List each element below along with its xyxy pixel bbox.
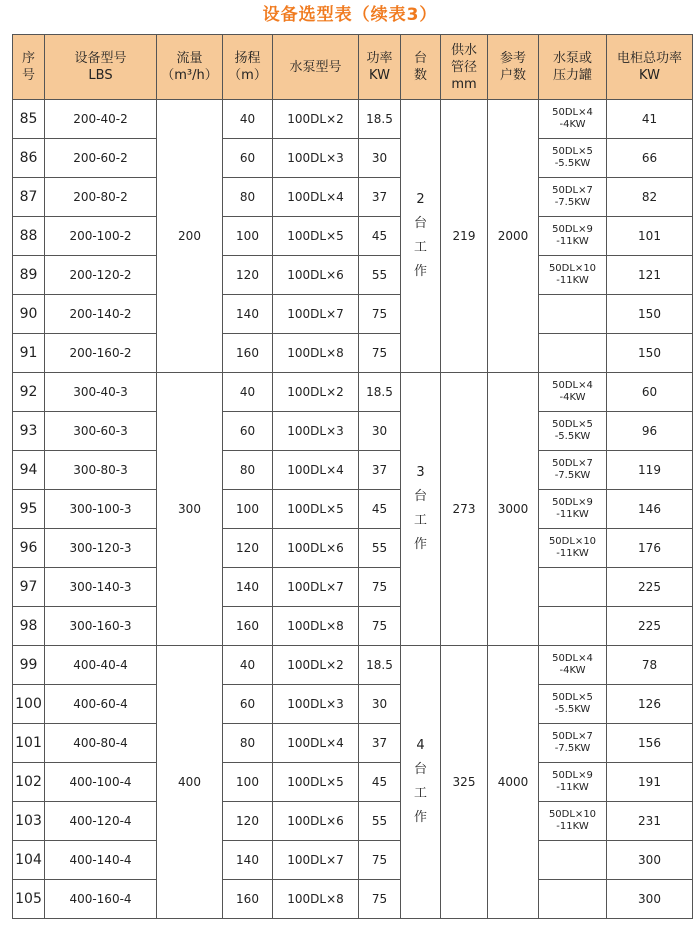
table-row — [13, 646, 693, 685]
seq-cell: 98 — [13, 607, 45, 646]
model-cell: 400-80-4 — [45, 724, 157, 763]
table-row — [13, 529, 693, 568]
header-flow: 流量 （m³/h） — [157, 35, 223, 100]
total-power-cell: 60 — [607, 373, 693, 412]
tank-cell — [539, 841, 607, 880]
tank-cell: 50DL×9 -11KW — [539, 490, 607, 529]
seq-cell: 103 — [13, 802, 45, 841]
total-power-cell: 78 — [607, 646, 693, 685]
header-power: 功率 KW — [359, 35, 401, 100]
table-row — [13, 100, 693, 139]
power-cell: 75 — [359, 295, 401, 334]
total-power-cell: 176 — [607, 529, 693, 568]
seq-cell: 86 — [13, 139, 45, 178]
count-cell: 3 台 工 作 — [401, 373, 441, 646]
model-cell: 200-60-2 — [45, 139, 157, 178]
model-cell: 300-120-3 — [45, 529, 157, 568]
tank-cell: 50DL×5 -5.5KW — [539, 685, 607, 724]
seq-cell: 97 — [13, 568, 45, 607]
table-row — [13, 763, 693, 802]
tank-cell: 50DL×10 -11KW — [539, 256, 607, 295]
pump-cell: 100DL×7 — [273, 841, 359, 880]
flow-cell: 300 — [157, 373, 223, 646]
seq-cell: 88 — [13, 217, 45, 256]
table-body — [13, 100, 693, 919]
total-power-cell: 66 — [607, 139, 693, 178]
seq-cell: 96 — [13, 529, 45, 568]
head-cell: 40 — [223, 646, 273, 685]
pump-cell: 100DL×4 — [273, 451, 359, 490]
head-cell: 100 — [223, 763, 273, 802]
power-cell: 37 — [359, 724, 401, 763]
model-cell: 200-120-2 — [45, 256, 157, 295]
tank-cell: 50DL×9 -11KW — [539, 763, 607, 802]
header-tank: 水泵或 压力罐 — [539, 35, 607, 100]
tank-cell: 50DL×7 -7.5KW — [539, 724, 607, 763]
seq-cell: 87 — [13, 178, 45, 217]
pump-cell: 100DL×5 — [273, 763, 359, 802]
tank-cell: 50DL×4 -4KW — [539, 646, 607, 685]
model-cell: 400-40-4 — [45, 646, 157, 685]
power-cell: 45 — [359, 490, 401, 529]
page-title: 设备选型表（续表3） — [262, 5, 438, 25]
model-cell: 300-100-3 — [45, 490, 157, 529]
households-cell: 3000 — [488, 373, 539, 646]
total-power-cell: 126 — [607, 685, 693, 724]
table-row — [13, 841, 693, 880]
head-cell: 160 — [223, 334, 273, 373]
seq-cell: 105 — [13, 880, 45, 919]
power-cell: 55 — [359, 802, 401, 841]
table-row — [13, 685, 693, 724]
header-total-power: 电柜总功率 KW — [607, 35, 693, 100]
table-row — [13, 217, 693, 256]
power-cell: 55 — [359, 529, 401, 568]
flow-cell: 400 — [157, 646, 223, 919]
tank-cell: 50DL×4 -4KW — [539, 100, 607, 139]
table-row — [13, 373, 693, 412]
total-power-cell: 119 — [607, 451, 693, 490]
head-cell: 120 — [223, 256, 273, 295]
seq-cell: 85 — [13, 100, 45, 139]
total-power-cell: 41 — [607, 100, 693, 139]
total-power-cell: 191 — [607, 763, 693, 802]
model-cell: 300-140-3 — [45, 568, 157, 607]
power-cell: 75 — [359, 568, 401, 607]
power-cell: 18.5 — [359, 100, 401, 139]
table-row — [13, 334, 693, 373]
head-cell: 120 — [223, 529, 273, 568]
table-row — [13, 451, 693, 490]
seq-cell: 93 — [13, 412, 45, 451]
header-pump: 水泵型号 — [273, 35, 359, 100]
tank-cell: 50DL×4 -4KW — [539, 373, 607, 412]
header-pipe: 供水 管径 mm — [441, 35, 488, 100]
tank-cell: 50DL×10 -11KW — [539, 529, 607, 568]
model-cell: 300-60-3 — [45, 412, 157, 451]
pump-cell: 100DL×5 — [273, 217, 359, 256]
count-cell: 4 台 工 作 — [401, 646, 441, 919]
pump-cell: 100DL×6 — [273, 529, 359, 568]
seq-cell: 99 — [13, 646, 45, 685]
head-cell: 160 — [223, 880, 273, 919]
header-households: 参考 户数 — [488, 35, 539, 100]
flow-cell: 200 — [157, 100, 223, 373]
seq-cell: 89 — [13, 256, 45, 295]
power-cell: 18.5 — [359, 646, 401, 685]
model-cell: 300-40-3 — [45, 373, 157, 412]
tank-cell: 50DL×9 -11KW — [539, 217, 607, 256]
total-power-cell: 150 — [607, 295, 693, 334]
power-cell: 75 — [359, 607, 401, 646]
model-cell: 400-120-4 — [45, 802, 157, 841]
table-row — [13, 295, 693, 334]
total-power-cell: 101 — [607, 217, 693, 256]
pump-cell: 100DL×6 — [273, 256, 359, 295]
total-power-cell: 82 — [607, 178, 693, 217]
tank-cell: 50DL×7 -7.5KW — [539, 178, 607, 217]
power-cell: 30 — [359, 139, 401, 178]
table-row — [13, 139, 693, 178]
head-cell: 140 — [223, 841, 273, 880]
tank-cell: 50DL×7 -7.5KW — [539, 451, 607, 490]
power-cell: 37 — [359, 178, 401, 217]
tank-cell — [539, 880, 607, 919]
pump-cell: 100DL×3 — [273, 685, 359, 724]
pipe-cell: 273 — [441, 373, 488, 646]
head-cell: 60 — [223, 139, 273, 178]
tank-cell: 50DL×10 -11KW — [539, 802, 607, 841]
pump-cell: 100DL×8 — [273, 334, 359, 373]
head-cell: 140 — [223, 568, 273, 607]
header-model: 设备型号 LBS — [45, 35, 157, 100]
power-cell: 75 — [359, 880, 401, 919]
head-cell: 40 — [223, 100, 273, 139]
model-cell: 300-80-3 — [45, 451, 157, 490]
model-cell: 300-160-3 — [45, 607, 157, 646]
head-cell: 80 — [223, 451, 273, 490]
model-cell: 200-160-2 — [45, 334, 157, 373]
table-row — [13, 178, 693, 217]
pump-cell: 100DL×2 — [273, 646, 359, 685]
seq-cell: 92 — [13, 373, 45, 412]
table-row — [13, 880, 693, 919]
total-power-cell: 225 — [607, 607, 693, 646]
households-cell: 4000 — [488, 646, 539, 919]
tank-cell: 50DL×5 -5.5KW — [539, 412, 607, 451]
head-cell: 60 — [223, 685, 273, 724]
pump-cell: 100DL×3 — [273, 412, 359, 451]
pump-cell: 100DL×2 — [273, 100, 359, 139]
tank-cell: 50DL×5 -5.5KW — [539, 139, 607, 178]
table-row — [13, 802, 693, 841]
total-power-cell: 300 — [607, 880, 693, 919]
head-cell: 80 — [223, 724, 273, 763]
pump-cell: 100DL×7 — [273, 295, 359, 334]
model-cell: 200-100-2 — [45, 217, 157, 256]
pump-cell: 100DL×6 — [273, 802, 359, 841]
model-cell: 400-140-4 — [45, 841, 157, 880]
tank-cell — [539, 607, 607, 646]
total-power-cell: 121 — [607, 256, 693, 295]
table-row — [13, 607, 693, 646]
power-cell: 55 — [359, 256, 401, 295]
table-row — [13, 256, 693, 295]
total-power-cell: 231 — [607, 802, 693, 841]
table-row — [13, 412, 693, 451]
model-cell: 400-100-4 — [45, 763, 157, 802]
head-cell: 140 — [223, 295, 273, 334]
pipe-cell: 219 — [441, 100, 488, 373]
pump-cell: 100DL×2 — [273, 373, 359, 412]
power-cell: 45 — [359, 217, 401, 256]
pump-cell: 100DL×8 — [273, 880, 359, 919]
table-row — [13, 724, 693, 763]
header-count: 台 数 — [401, 35, 441, 100]
model-cell: 200-80-2 — [45, 178, 157, 217]
power-cell: 45 — [359, 763, 401, 802]
header-head: 扬程 （m） — [223, 35, 273, 100]
tank-cell — [539, 568, 607, 607]
head-cell: 40 — [223, 373, 273, 412]
table-row — [13, 568, 693, 607]
pump-cell: 100DL×4 — [273, 724, 359, 763]
count-cell: 2 台 工 作 — [401, 100, 441, 373]
tank-cell — [539, 334, 607, 373]
pump-cell: 100DL×5 — [273, 490, 359, 529]
total-power-cell: 96 — [607, 412, 693, 451]
head-cell: 100 — [223, 490, 273, 529]
table-row — [13, 490, 693, 529]
pump-cell: 100DL×8 — [273, 607, 359, 646]
head-cell: 160 — [223, 607, 273, 646]
pipe-cell: 325 — [441, 646, 488, 919]
model-cell: 400-60-4 — [45, 685, 157, 724]
head-cell: 120 — [223, 802, 273, 841]
seq-cell: 94 — [13, 451, 45, 490]
selection-table — [12, 34, 693, 919]
tank-cell — [539, 295, 607, 334]
pump-cell: 100DL×3 — [273, 139, 359, 178]
head-cell: 100 — [223, 217, 273, 256]
pump-cell: 100DL×4 — [273, 178, 359, 217]
seq-cell: 104 — [13, 841, 45, 880]
seq-cell: 100 — [13, 685, 45, 724]
total-power-cell: 156 — [607, 724, 693, 763]
model-cell: 200-40-2 — [45, 100, 157, 139]
power-cell: 30 — [359, 685, 401, 724]
head-cell: 80 — [223, 178, 273, 217]
power-cell: 30 — [359, 412, 401, 451]
power-cell: 37 — [359, 451, 401, 490]
model-cell: 200-140-2 — [45, 295, 157, 334]
head-cell: 60 — [223, 412, 273, 451]
pump-cell: 100DL×7 — [273, 568, 359, 607]
seq-cell: 90 — [13, 295, 45, 334]
total-power-cell: 300 — [607, 841, 693, 880]
households-cell: 2000 — [488, 100, 539, 373]
seq-cell: 102 — [13, 763, 45, 802]
total-power-cell: 150 — [607, 334, 693, 373]
power-cell: 18.5 — [359, 373, 401, 412]
power-cell: 75 — [359, 841, 401, 880]
power-cell: 75 — [359, 334, 401, 373]
header-seq: 序 号 — [13, 35, 45, 100]
seq-cell: 95 — [13, 490, 45, 529]
seq-cell: 101 — [13, 724, 45, 763]
seq-cell: 91 — [13, 334, 45, 373]
total-power-cell: 225 — [607, 568, 693, 607]
total-power-cell: 146 — [607, 490, 693, 529]
model-cell: 400-160-4 — [45, 880, 157, 919]
table-header-row — [13, 35, 693, 100]
